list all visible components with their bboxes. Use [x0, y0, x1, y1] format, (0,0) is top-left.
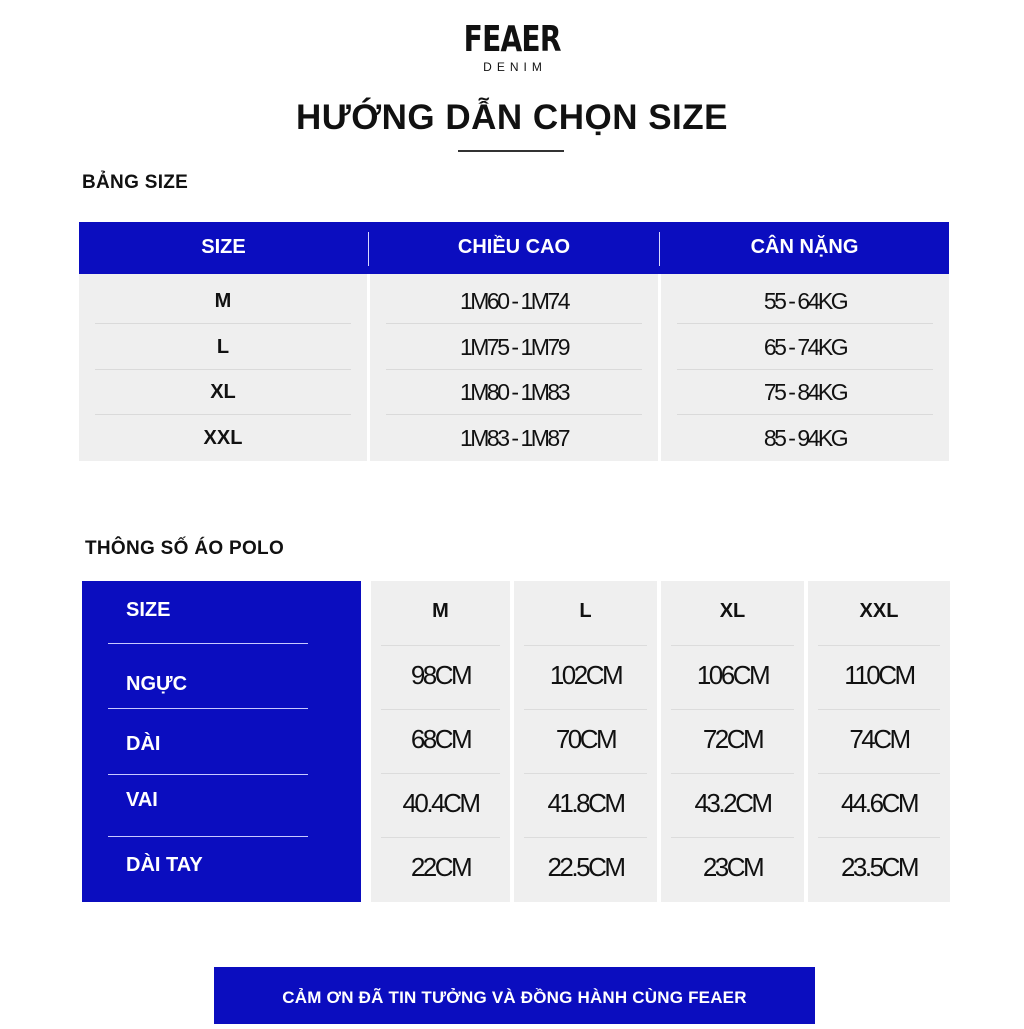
polo-column-xl [661, 581, 804, 902]
row-divider [381, 773, 500, 774]
row-divider [386, 323, 642, 324]
row-divider [386, 369, 642, 370]
polo-table-label: THÔNG SỐ ÁO POLO [85, 538, 285, 559]
size-table [79, 222, 949, 461]
height-column [370, 274, 658, 461]
row-divider [95, 369, 351, 370]
size-column [79, 274, 367, 461]
polo-sleeve-cell: 22.5CM [547, 852, 624, 882]
row-divider [818, 709, 940, 710]
header-weight: CÂN NẶNG [750, 236, 859, 258]
row-label-shoulder: VAI [126, 789, 158, 811]
height-cell: 1M83 - 1M87 [459, 425, 568, 451]
polo-chest-cell: 106CM [696, 660, 769, 690]
row-divider [524, 773, 647, 774]
height-cell: 1M60 - 1M74 [459, 288, 568, 314]
weight-cell: 85 - 94KG [763, 425, 847, 451]
polo-size-header: XXL [859, 600, 899, 622]
polo-shoulder-cell: 43.2CM [694, 788, 771, 818]
row-divider [381, 837, 500, 838]
weight-cell: 55 - 64KG [763, 288, 847, 314]
row-label-chest: NGỰC [126, 673, 188, 695]
row-divider [108, 708, 308, 709]
row-divider [381, 645, 500, 646]
row-divider [671, 645, 794, 646]
row-divider [677, 369, 933, 370]
row-divider [671, 773, 794, 774]
polo-column-m [371, 581, 510, 902]
row-divider [108, 643, 308, 644]
row-divider [818, 645, 940, 646]
row-divider [95, 323, 351, 324]
polo-sleeve-cell: 23.5CM [840, 852, 918, 882]
height-cell: 1M80 - 1M83 [459, 379, 568, 405]
polo-column-l [514, 581, 657, 902]
row-divider [108, 774, 308, 775]
brand-subtitle: DENIM [483, 60, 547, 74]
title-underline [458, 150, 564, 152]
row-divider [524, 645, 647, 646]
row-label-sleeve: DÀI TAY [126, 854, 203, 876]
polo-column-xxl [808, 581, 950, 902]
header-height: CHIỀU CAO [457, 236, 571, 258]
polo-chest-cell: 110CM [844, 660, 914, 690]
row-divider [108, 836, 308, 837]
row-divider [677, 414, 933, 415]
row-divider [524, 709, 647, 710]
polo-sleeve-cell: 22CM [410, 852, 471, 882]
brand-name: FEAER [463, 19, 561, 60]
page-title: HƯỚNG DẪN CHỌN SIZE [295, 98, 728, 137]
polo-size-header: L [579, 600, 592, 622]
size-cell: L [216, 336, 230, 358]
polo-size-header: M [432, 600, 449, 622]
row-divider [381, 709, 500, 710]
polo-shoulder-cell: 41.8CM [547, 788, 624, 818]
size-table-header [79, 222, 949, 274]
height-cell: 1M75 - 1M79 [459, 334, 568, 360]
polo-length-cell: 74CM [849, 724, 909, 754]
polo-chest-cell: 98CM [410, 660, 471, 690]
weight-cell: 65 - 74KG [763, 334, 847, 360]
polo-length-cell: 72CM [702, 724, 763, 754]
row-divider [95, 414, 351, 415]
polo-shoulder-cell: 40.4CM [402, 788, 479, 818]
row-divider [386, 414, 642, 415]
row-label-size: SIZE [126, 599, 171, 621]
size-table-label: BẢNG SIZE [82, 172, 189, 193]
polo-row-labels [82, 581, 361, 902]
size-cell: M [214, 290, 232, 312]
weight-cell: 75 - 84KG [763, 379, 847, 405]
row-divider [524, 837, 647, 838]
polo-size-header: XL [719, 600, 746, 622]
size-cell: XXL [203, 427, 243, 449]
polo-shoulder-cell: 44.6CM [840, 788, 918, 818]
header-size: SIZE [201, 236, 246, 258]
polo-chest-cell: 102CM [549, 660, 622, 690]
polo-length-cell: 68CM [410, 724, 471, 754]
polo-length-cell: 70CM [555, 724, 616, 754]
row-divider [671, 837, 794, 838]
brand-logo [0, 20, 1024, 74]
row-label-length: DÀI [126, 733, 161, 755]
row-divider [671, 709, 794, 710]
row-divider [677, 323, 933, 324]
row-divider [818, 837, 940, 838]
size-cell: XL [210, 381, 236, 403]
row-divider [818, 773, 940, 774]
weight-column [661, 274, 949, 461]
polo-sleeve-cell: 23CM [702, 852, 763, 882]
thank-you-banner: CẢM ƠN ĐÃ TIN TƯỞNG VÀ ĐỒNG HÀNH CÙNG FEAER [214, 967, 815, 1024]
